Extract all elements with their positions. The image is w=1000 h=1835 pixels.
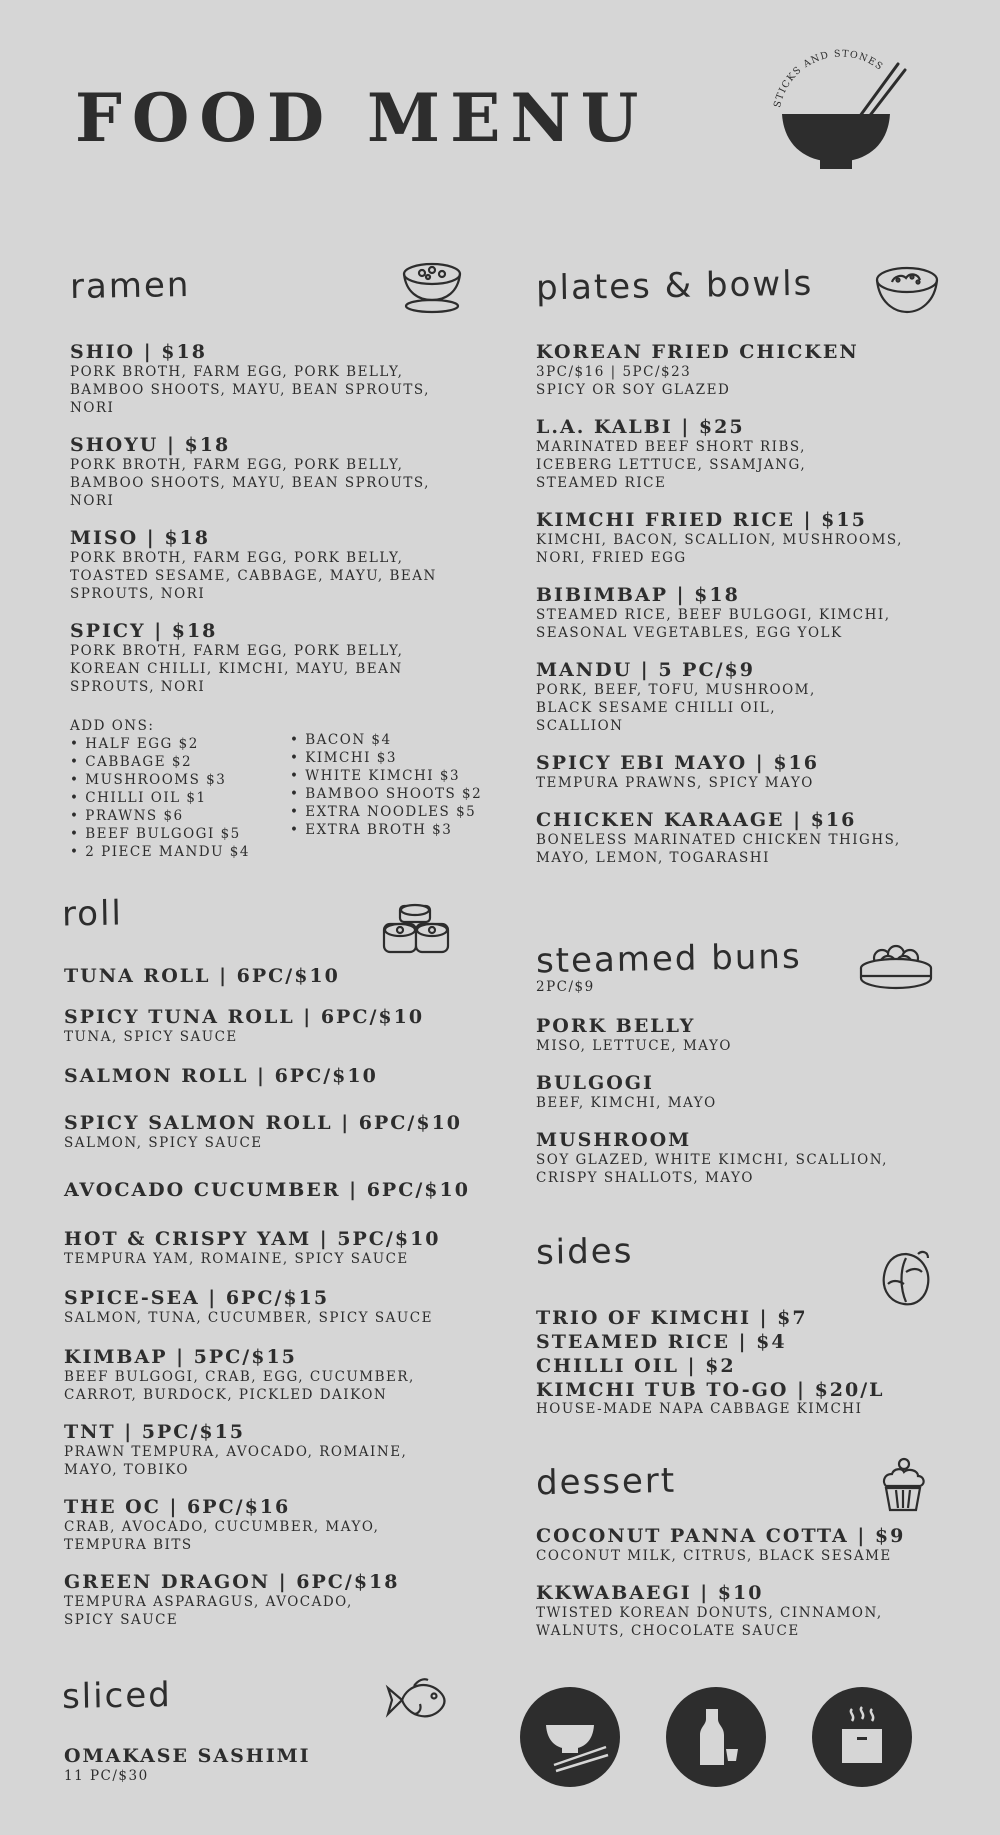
- takeout-box-icon: [812, 1687, 912, 1787]
- item-name: SPICY TUNA ROLL | 6PC/$10: [64, 1006, 425, 1028]
- sake-bottle-icon: [666, 1687, 766, 1787]
- logo-bowl-icon: [770, 48, 920, 178]
- plates-list: [536, 342, 966, 885]
- item-desc: BONELESS MARINATED CHICKEN THIGHS,: [536, 832, 901, 848]
- item-name: CHICKEN KARAAGE | $16: [536, 809, 857, 831]
- sake-badge: [666, 1687, 766, 1787]
- item-desc: PORK, BEEF, TOFU, MUSHROOM,: [536, 682, 816, 698]
- bowl-chopsticks-badge: [520, 1687, 620, 1787]
- item-name: MANDU | 5 PC/$9: [536, 659, 755, 681]
- item-desc: SALMON, TUNA, CUCUMBER, SPICY SAUCE: [64, 1310, 433, 1326]
- menu-item: [536, 1016, 966, 1055]
- roll-list: [64, 966, 494, 1647]
- menu-item: [64, 966, 494, 987]
- item-name: SHIO | $18: [70, 341, 207, 363]
- section-heading-plates-bowls: plates & bowls: [535, 263, 814, 309]
- item-name: KIMBAP | 5PC/$15: [64, 1346, 297, 1368]
- menu-item: [536, 585, 966, 642]
- item-desc: SPROUTS, NORI: [70, 586, 206, 602]
- item-desc: 11 PC/$30: [64, 1768, 149, 1784]
- item-desc: NORI: [70, 493, 115, 509]
- sides-list: [536, 1306, 966, 1418]
- fish-icon: [384, 1674, 448, 1726]
- item-name: COCONUT PANNA COTTA | $9: [536, 1525, 906, 1547]
- section-heading-sides: sides: [535, 1231, 634, 1273]
- menu-item: [536, 753, 966, 792]
- menu-item: [70, 435, 500, 510]
- menu-item: [536, 342, 966, 399]
- item-name: L.A. KALBI | $25: [536, 416, 745, 438]
- item-name: KIMCHI FRIED RICE | $15: [536, 509, 867, 531]
- item-desc: SCALLION: [536, 718, 624, 734]
- addon-item: • 2 PIECE MANDU $4: [70, 843, 250, 861]
- menu-item: [536, 1583, 966, 1640]
- menu-item: [536, 810, 966, 867]
- item-desc: BEEF, KIMCHI, MAYO: [536, 1095, 717, 1111]
- item-desc: KOREAN CHILLI, KIMCHI, MAYU, BEAN: [70, 661, 403, 677]
- sides-item: CHILLI OIL | $2: [536, 1355, 736, 1377]
- item-name: TNT | 5PC/$15: [64, 1421, 246, 1443]
- cupcake-icon: [878, 1456, 928, 1514]
- sliced-list: [64, 1746, 494, 1803]
- page-title: FOOD MENU: [75, 79, 649, 157]
- sides-item: STEAMED RICE | $4: [536, 1331, 787, 1353]
- rice-bowl-icon: [874, 262, 940, 316]
- item-desc: COCONUT MILK, CITRUS, BLACK SESAME: [536, 1548, 892, 1564]
- addon-item: • PRAWNS $6: [70, 807, 250, 825]
- menu-item: [64, 1572, 494, 1629]
- item-desc: KIMCHI, BACON, SCALLION, MUSHROOMS,: [536, 532, 903, 548]
- item-desc: MAYO, TOBIKO: [64, 1462, 189, 1478]
- addons-list-right: [290, 731, 482, 839]
- item-desc: SPROUTS, NORI: [70, 679, 206, 695]
- item-desc: TOASTED SESAME, CABBAGE, MAYU, BEAN: [70, 568, 437, 584]
- item-name: HOT & CRISPY YAM | 5PC/$10: [64, 1228, 441, 1250]
- menu-item: [64, 1113, 494, 1152]
- item-name: KOREAN FRIED CHICKEN: [536, 341, 859, 363]
- menu-item: [70, 621, 500, 696]
- item-desc: SEASONAL VEGETABLES, EGG YOLK: [536, 625, 843, 641]
- menu-item: [64, 1229, 494, 1268]
- addon-item: • KIMCHI $3: [290, 749, 482, 767]
- item-desc: BEEF BULGOGI, CRAB, EGG, CUCUMBER,: [64, 1369, 415, 1385]
- buns-list: [536, 1016, 966, 1205]
- addon-item: • EXTRA BROTH $3: [290, 821, 482, 839]
- item-desc: CARROT, BURDOCK, PICKLED DAIKON: [64, 1387, 388, 1403]
- menu-item: [70, 528, 500, 603]
- item-name: SALMON ROLL | 6PC/$10: [64, 1065, 378, 1087]
- item-desc: TUNA, SPICY SAUCE: [64, 1029, 238, 1045]
- menu-item: [64, 1007, 494, 1046]
- cabbage-icon: [880, 1250, 932, 1308]
- item-name: OMAKASE SASHIMI: [64, 1745, 311, 1767]
- bun-basket-icon: [858, 940, 934, 990]
- addon-item: • EXTRA NOODLES $5: [290, 803, 482, 821]
- section-heading-ramen: ramen: [69, 264, 191, 308]
- section-heading-sliced: sliced: [61, 1675, 173, 1717]
- addon-item: • BEEF BULGOGI $5: [70, 825, 250, 843]
- addon-item: • CABBAGE $2: [70, 753, 250, 771]
- addon-item: • BACON $4: [290, 731, 482, 749]
- sushi-roll-icon: [382, 902, 450, 958]
- svg-text:STICKS AND STONES: [772, 48, 885, 108]
- item-desc: ICEBERG LETTUCE, SSAMJANG,: [536, 457, 807, 473]
- bowl-chopsticks-icon: [520, 1687, 620, 1787]
- takeout-badge: [812, 1687, 912, 1787]
- sides-item: TRIO OF KIMCHI | $7: [536, 1307, 808, 1329]
- item-name: BIBIMBAP | $18: [536, 584, 740, 606]
- addons-label: ADD ONS:: [70, 718, 155, 734]
- addon-item: • HALF EGG $2: [70, 735, 250, 753]
- menu-item: [536, 1073, 966, 1112]
- addons-list-left: [70, 735, 250, 861]
- item-name: SPICY EBI MAYO | $16: [536, 752, 819, 774]
- item-desc: STEAMED RICE, BEEF BULGOGI, KIMCHI,: [536, 607, 891, 623]
- item-desc: 3PC/$16 | 5PC/$23: [536, 364, 692, 380]
- item-desc: CRAB, AVOCADO, CUCUMBER, MAYO,: [64, 1519, 380, 1535]
- menu-item: [536, 660, 966, 735]
- menu-item: [64, 1288, 494, 1327]
- item-desc: TEMPURA PRAWNS, SPICY MAYO: [536, 775, 814, 791]
- item-name: SPICY | $18: [70, 620, 218, 642]
- sides-note: HOUSE-MADE NAPA CABBAGE KIMCHI: [536, 1401, 863, 1417]
- addon-item: • WHITE KIMCHI $3: [290, 767, 482, 785]
- item-name: KKWABAEGI | $10: [536, 1582, 764, 1604]
- item-desc: WALNUTS, CHOCOLATE SAUCE: [536, 1623, 800, 1639]
- item-name: THE OC | 6PC/$16: [64, 1496, 291, 1518]
- item-name: MUSHROOM: [536, 1129, 692, 1151]
- item-desc: MAYO, LEMON, TOGARASHI: [536, 850, 770, 866]
- item-desc: BLACK SESAME CHILLI OIL,: [536, 700, 777, 716]
- item-desc: BAMBOO SHOOTS, MAYU, BEAN SPROUTS,: [70, 382, 430, 398]
- logo-text: STICKS AND STONES: [772, 48, 886, 109]
- item-desc: SALMON, SPICY SAUCE: [64, 1135, 263, 1151]
- item-name: SPICY SALMON ROLL | 6PC/$10: [64, 1112, 463, 1134]
- ramen-bowl-icon: [400, 258, 464, 314]
- item-desc: NORI: [70, 400, 115, 416]
- menu-item: [64, 1066, 494, 1087]
- addon-item: • CHILLI OIL $1: [70, 789, 250, 807]
- menu-item: [536, 1526, 966, 1565]
- menu-item: [536, 1130, 966, 1187]
- item-desc: BAMBOO SHOOTS, MAYU, BEAN SPROUTS,: [70, 475, 430, 491]
- item-name: AVOCADO CUCUMBER | 6PC/$10: [64, 1179, 470, 1201]
- item-desc: TWISTED KOREAN DONUTS, CINNAMON,: [536, 1605, 883, 1621]
- menu-item: [64, 1422, 494, 1479]
- menu-item: [64, 1347, 494, 1404]
- item-desc: PORK BROTH, FARM EGG, PORK BELLY,: [70, 457, 404, 473]
- item-desc: PRAWN TEMPURA, AVOCADO, ROMAINE,: [64, 1444, 408, 1460]
- item-name: MISO | $18: [70, 527, 210, 549]
- menu-item: [70, 342, 500, 417]
- item-name: GREEN DRAGON | 6PC/$18: [64, 1571, 400, 1593]
- item-name: BULGOGI: [536, 1072, 654, 1094]
- item-desc: CRISPY SHALLOTS, MAYO: [536, 1170, 754, 1186]
- item-name: PORK BELLY: [536, 1015, 696, 1037]
- item-desc: TEMPURA YAM, ROMAINE, SPICY SAUCE: [64, 1251, 409, 1267]
- item-desc: TEMPURA ASPARAGUS, AVOCADO,: [64, 1594, 353, 1610]
- menu-item: [64, 1746, 494, 1785]
- item-desc: PORK BROTH, FARM EGG, PORK BELLY,: [70, 643, 404, 659]
- item-desc: TEMPURA BITS: [64, 1537, 193, 1553]
- menu-item: [64, 1497, 494, 1554]
- item-desc: NORI, FRIED EGG: [536, 550, 687, 566]
- item-name: TUNA ROLL | 6PC/$10: [64, 965, 340, 987]
- item-desc: SPICY SAUCE: [64, 1612, 179, 1628]
- section-heading-dessert: dessert: [535, 1460, 677, 1504]
- ramen-list: [70, 342, 500, 714]
- item-desc: MARINATED BEEF SHORT RIBS,: [536, 439, 806, 455]
- addon-item: • BAMBOO SHOOTS $2: [290, 785, 482, 803]
- menu-item: [64, 1180, 494, 1201]
- dessert-list: [536, 1526, 966, 1658]
- addon-item: • MUSHROOMS $3: [70, 771, 250, 789]
- item-desc: SOY GLAZED, WHITE KIMCHI, SCALLION,: [536, 1152, 888, 1168]
- buns-subtitle: 2PC/$9: [536, 979, 595, 995]
- menu-item: [536, 510, 966, 567]
- section-heading-roll: roll: [61, 893, 124, 935]
- item-name: SPICE-SEA | 6PC/$15: [64, 1287, 330, 1309]
- item-desc: PORK BROTH, FARM EGG, PORK BELLY,: [70, 550, 404, 566]
- section-heading-steamed-buns: steamed buns: [535, 936, 802, 982]
- menu-item: [536, 417, 966, 492]
- item-desc: STEAMED RICE: [536, 475, 667, 491]
- item-name: SHOYU | $18: [70, 434, 231, 456]
- item-desc: SPICY OR SOY GLAZED: [536, 382, 731, 398]
- item-desc: PORK BROTH, FARM EGG, PORK BELLY,: [70, 364, 404, 380]
- sides-item: KIMCHI TUB TO-GO | $20/L: [536, 1379, 885, 1401]
- item-desc: MISO, LETTUCE, MAYO: [536, 1038, 732, 1054]
